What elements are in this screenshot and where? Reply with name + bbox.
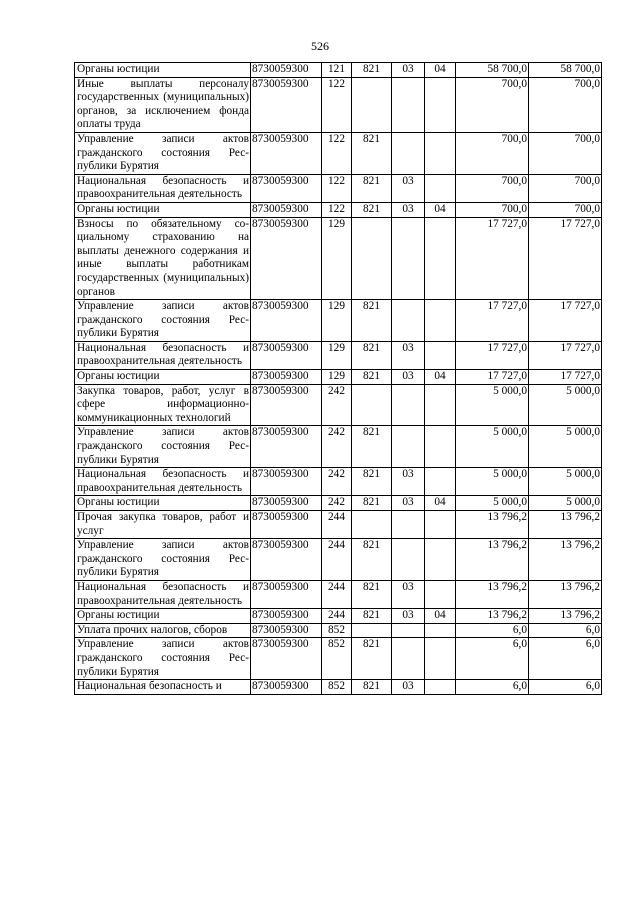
row-ministry-cell: 821	[352, 370, 392, 385]
row-amount2-cell: 700,0	[529, 77, 602, 132]
row-amount1-cell: 17 727,0	[456, 217, 529, 300]
row-amount2-cell: 17 727,0	[529, 370, 602, 385]
row-name-cell: Органы юстиции	[75, 63, 251, 78]
row-section-cell	[392, 511, 425, 539]
row-vr-cell: 242	[322, 426, 352, 468]
table-row	[75, 539, 602, 581]
row-ministry-cell	[352, 384, 392, 426]
row-name-cell: Национальная безопасность и правоохранительная деятельность	[75, 580, 251, 608]
row-ministry-cell: 821	[352, 468, 392, 496]
row-vr-cell: 244	[322, 580, 352, 608]
row-subsection-cell	[425, 638, 456, 680]
row-amount2-cell: 13 796,2	[529, 539, 602, 581]
row-amount2-cell: 5 000,0	[529, 468, 602, 496]
row-ministry-cell	[352, 77, 392, 132]
row-amount1-cell: 13 796,2	[456, 580, 529, 608]
row-subsection-cell: 04	[425, 202, 456, 217]
row-amount2-cell: 700,0	[529, 132, 602, 174]
row-amount1-cell: 5 000,0	[456, 468, 529, 496]
row-subsection-cell	[425, 300, 456, 342]
row-section-cell	[392, 132, 425, 174]
row-subsection-cell	[425, 384, 456, 426]
row-name-cell: Национальная безопасность и правоохранительная деятельность	[75, 468, 251, 496]
row-name-cell: Органы юстиции	[75, 370, 251, 385]
row-amount1-cell: 700,0	[456, 77, 529, 132]
row-code-cell: 8730059300	[251, 680, 322, 695]
row-ministry-cell: 821	[352, 63, 392, 78]
row-ministry-cell: 821	[352, 426, 392, 468]
row-section-cell: 03	[392, 174, 425, 202]
table-row	[75, 77, 602, 132]
row-amount2-cell: 13 796,2	[529, 580, 602, 608]
row-ministry-cell: 821	[352, 174, 392, 202]
row-vr-cell: 242	[322, 468, 352, 496]
row-amount2-cell: 6,0	[529, 680, 602, 695]
row-vr-cell: 852	[322, 680, 352, 695]
table-row	[75, 623, 602, 638]
table-row	[75, 680, 602, 695]
row-amount1-cell: 700,0	[456, 202, 529, 217]
row-code-cell: 8730059300	[251, 539, 322, 581]
row-vr-cell: 242	[322, 496, 352, 511]
row-ministry-cell: 821	[352, 202, 392, 217]
row-subsection-cell	[425, 511, 456, 539]
row-name-cell: Взносы по обязательному социальному страхованию на выплаты денежного содержания и иные выплаты работникам государственных (муниципальных) органов	[75, 217, 251, 300]
row-subsection-cell	[425, 217, 456, 300]
row-name-cell: Органы юстиции	[75, 496, 251, 511]
row-subsection-cell: 04	[425, 609, 456, 624]
row-amount2-cell: 17 727,0	[529, 341, 602, 369]
row-section-cell: 03	[392, 202, 425, 217]
row-subsection-cell	[425, 174, 456, 202]
row-name-cell: Управление записи актов гражданского состояния Республики Бурятия	[75, 300, 251, 342]
row-amount1-cell: 58 700,0	[456, 63, 529, 78]
table-row	[75, 426, 602, 468]
row-amount1-cell: 5 000,0	[456, 384, 529, 426]
table-row	[75, 468, 602, 496]
table-row	[75, 580, 602, 608]
row-vr-cell: 244	[322, 539, 352, 581]
row-ministry-cell	[352, 217, 392, 300]
table-row	[75, 132, 602, 174]
row-code-cell: 8730059300	[251, 300, 322, 342]
row-ministry-cell: 821	[352, 132, 392, 174]
row-section-cell	[392, 426, 425, 468]
row-code-cell: 8730059300	[251, 370, 322, 385]
row-name-cell: Закупка товаров, работ, услуг в сфере информационно-коммуникационных технологий	[75, 384, 251, 426]
row-vr-cell: 121	[322, 63, 352, 78]
row-amount2-cell: 58 700,0	[529, 63, 602, 78]
row-subsection-cell	[425, 341, 456, 369]
row-name-cell: Национальная безопасность и правоохранительная деятельность	[75, 174, 251, 202]
row-amount1-cell: 5 000,0	[456, 496, 529, 511]
row-code-cell: 8730059300	[251, 623, 322, 638]
row-subsection-cell	[425, 77, 456, 132]
row-code-cell: 8730059300	[251, 426, 322, 468]
row-vr-cell: 129	[322, 217, 352, 300]
page-number: 526	[311, 39, 329, 53]
table-row	[75, 511, 602, 539]
row-amount1-cell: 700,0	[456, 132, 529, 174]
row-ministry-cell: 821	[352, 638, 392, 680]
row-code-cell: 8730059300	[251, 468, 322, 496]
row-vr-cell: 852	[322, 623, 352, 638]
row-vr-cell: 129	[322, 300, 352, 342]
row-section-cell	[392, 300, 425, 342]
row-amount1-cell: 6,0	[456, 680, 529, 695]
row-code-cell: 8730059300	[251, 511, 322, 539]
row-subsection-cell: 04	[425, 63, 456, 78]
table-row	[75, 202, 602, 217]
row-name-cell: Национальная безопасность и правоохранительная деятельность	[75, 341, 251, 369]
row-code-cell: 8730059300	[251, 341, 322, 369]
row-name-cell: Уплата прочих налогов, сборов	[75, 623, 251, 638]
row-name-cell: Органы юстиции	[75, 609, 251, 624]
table-row	[75, 609, 602, 624]
row-vr-cell: 852	[322, 638, 352, 680]
row-vr-cell: 122	[322, 202, 352, 217]
row-section-cell: 03	[392, 63, 425, 78]
row-section-cell	[392, 217, 425, 300]
row-amount2-cell: 5 000,0	[529, 496, 602, 511]
row-amount1-cell: 17 727,0	[456, 370, 529, 385]
row-ministry-cell: 821	[352, 300, 392, 342]
row-amount1-cell: 13 796,2	[456, 539, 529, 581]
row-amount2-cell: 6,0	[529, 623, 602, 638]
row-amount2-cell: 700,0	[529, 202, 602, 217]
row-name-cell: Управление записи актов гражданского состояния Республики Бурятия	[75, 539, 251, 581]
row-amount1-cell: 17 727,0	[456, 341, 529, 369]
table-row	[75, 370, 602, 385]
row-amount1-cell: 700,0	[456, 174, 529, 202]
row-code-cell: 8730059300	[251, 580, 322, 608]
row-vr-cell: 122	[322, 174, 352, 202]
row-ministry-cell: 821	[352, 609, 392, 624]
row-ministry-cell: 821	[352, 341, 392, 369]
row-amount2-cell: 13 796,2	[529, 609, 602, 624]
row-code-cell: 8730059300	[251, 202, 322, 217]
row-amount2-cell: 17 727,0	[529, 217, 602, 300]
table-row	[75, 174, 602, 202]
row-section-cell: 03	[392, 496, 425, 511]
row-name-cell: Органы юстиции	[75, 202, 251, 217]
row-name-cell: Иные выплаты персоналу государственных (муниципальных) органов, за исключением фонда оплаты труда	[75, 77, 251, 132]
table-row	[75, 63, 602, 78]
row-subsection-cell	[425, 426, 456, 468]
row-code-cell: 8730059300	[251, 496, 322, 511]
row-ministry-cell: 821	[352, 580, 392, 608]
row-amount1-cell: 13 796,2	[456, 511, 529, 539]
table-row	[75, 341, 602, 369]
row-amount2-cell: 13 796,2	[529, 511, 602, 539]
table-body	[75, 63, 602, 695]
table-row	[75, 217, 602, 300]
row-section-cell: 03	[392, 370, 425, 385]
row-subsection-cell	[425, 623, 456, 638]
row-subsection-cell	[425, 539, 456, 581]
row-amount1-cell: 13 796,2	[456, 609, 529, 624]
row-code-cell: 8730059300	[251, 174, 322, 202]
row-subsection-cell	[425, 680, 456, 695]
row-section-cell: 03	[392, 680, 425, 695]
row-name-cell: Управление записи актов гражданского состояния Республики Бурятия	[75, 638, 251, 680]
row-name-cell: Национальная безопасность и	[75, 680, 251, 695]
row-section-cell: 03	[392, 609, 425, 624]
row-ministry-cell: 821	[352, 539, 392, 581]
row-amount1-cell: 5 000,0	[456, 426, 529, 468]
row-section-cell: 03	[392, 580, 425, 608]
row-amount2-cell: 6,0	[529, 638, 602, 680]
row-vr-cell: 122	[322, 77, 352, 132]
table-row	[75, 300, 602, 342]
row-subsection-cell	[425, 580, 456, 608]
row-code-cell: 8730059300	[251, 638, 322, 680]
row-ministry-cell	[352, 511, 392, 539]
row-section-cell: 03	[392, 468, 425, 496]
row-amount1-cell: 17 727,0	[456, 300, 529, 342]
row-code-cell: 8730059300	[251, 384, 322, 426]
row-section-cell	[392, 638, 425, 680]
row-amount2-cell: 5 000,0	[529, 384, 602, 426]
table-row	[75, 638, 602, 680]
row-ministry-cell	[352, 623, 392, 638]
row-vr-cell: 129	[322, 370, 352, 385]
row-section-cell	[392, 539, 425, 581]
row-subsection-cell	[425, 132, 456, 174]
row-subsection-cell	[425, 468, 456, 496]
row-code-cell: 8730059300	[251, 217, 322, 300]
row-amount2-cell: 17 727,0	[529, 300, 602, 342]
row-vr-cell: 129	[322, 341, 352, 369]
table-row	[75, 496, 602, 511]
row-vr-cell: 122	[322, 132, 352, 174]
row-section-cell	[392, 384, 425, 426]
row-ministry-cell: 821	[352, 496, 392, 511]
row-code-cell: 8730059300	[251, 63, 322, 78]
row-vr-cell: 244	[322, 511, 352, 539]
row-ministry-cell: 821	[352, 680, 392, 695]
row-code-cell: 8730059300	[251, 609, 322, 624]
row-section-cell	[392, 77, 425, 132]
row-code-cell: 8730059300	[251, 77, 322, 132]
row-name-cell: Управление записи актов гражданского состояния Республики Бурятия	[75, 426, 251, 468]
row-section-cell: 03	[392, 341, 425, 369]
row-vr-cell: 242	[322, 384, 352, 426]
row-amount1-cell: 6,0	[456, 623, 529, 638]
row-subsection-cell: 04	[425, 370, 456, 385]
row-amount1-cell: 6,0	[456, 638, 529, 680]
row-section-cell	[392, 623, 425, 638]
row-name-cell: Прочая закупка товаров, работ и услуг	[75, 511, 251, 539]
row-code-cell: 8730059300	[251, 132, 322, 174]
row-vr-cell: 244	[322, 609, 352, 624]
row-name-cell: Управление записи актов гражданского состояния Республики Бурятия	[75, 132, 251, 174]
row-subsection-cell: 04	[425, 496, 456, 511]
budget-table	[74, 62, 602, 695]
row-amount2-cell: 5 000,0	[529, 426, 602, 468]
table-row	[75, 384, 602, 426]
row-amount2-cell: 700,0	[529, 174, 602, 202]
